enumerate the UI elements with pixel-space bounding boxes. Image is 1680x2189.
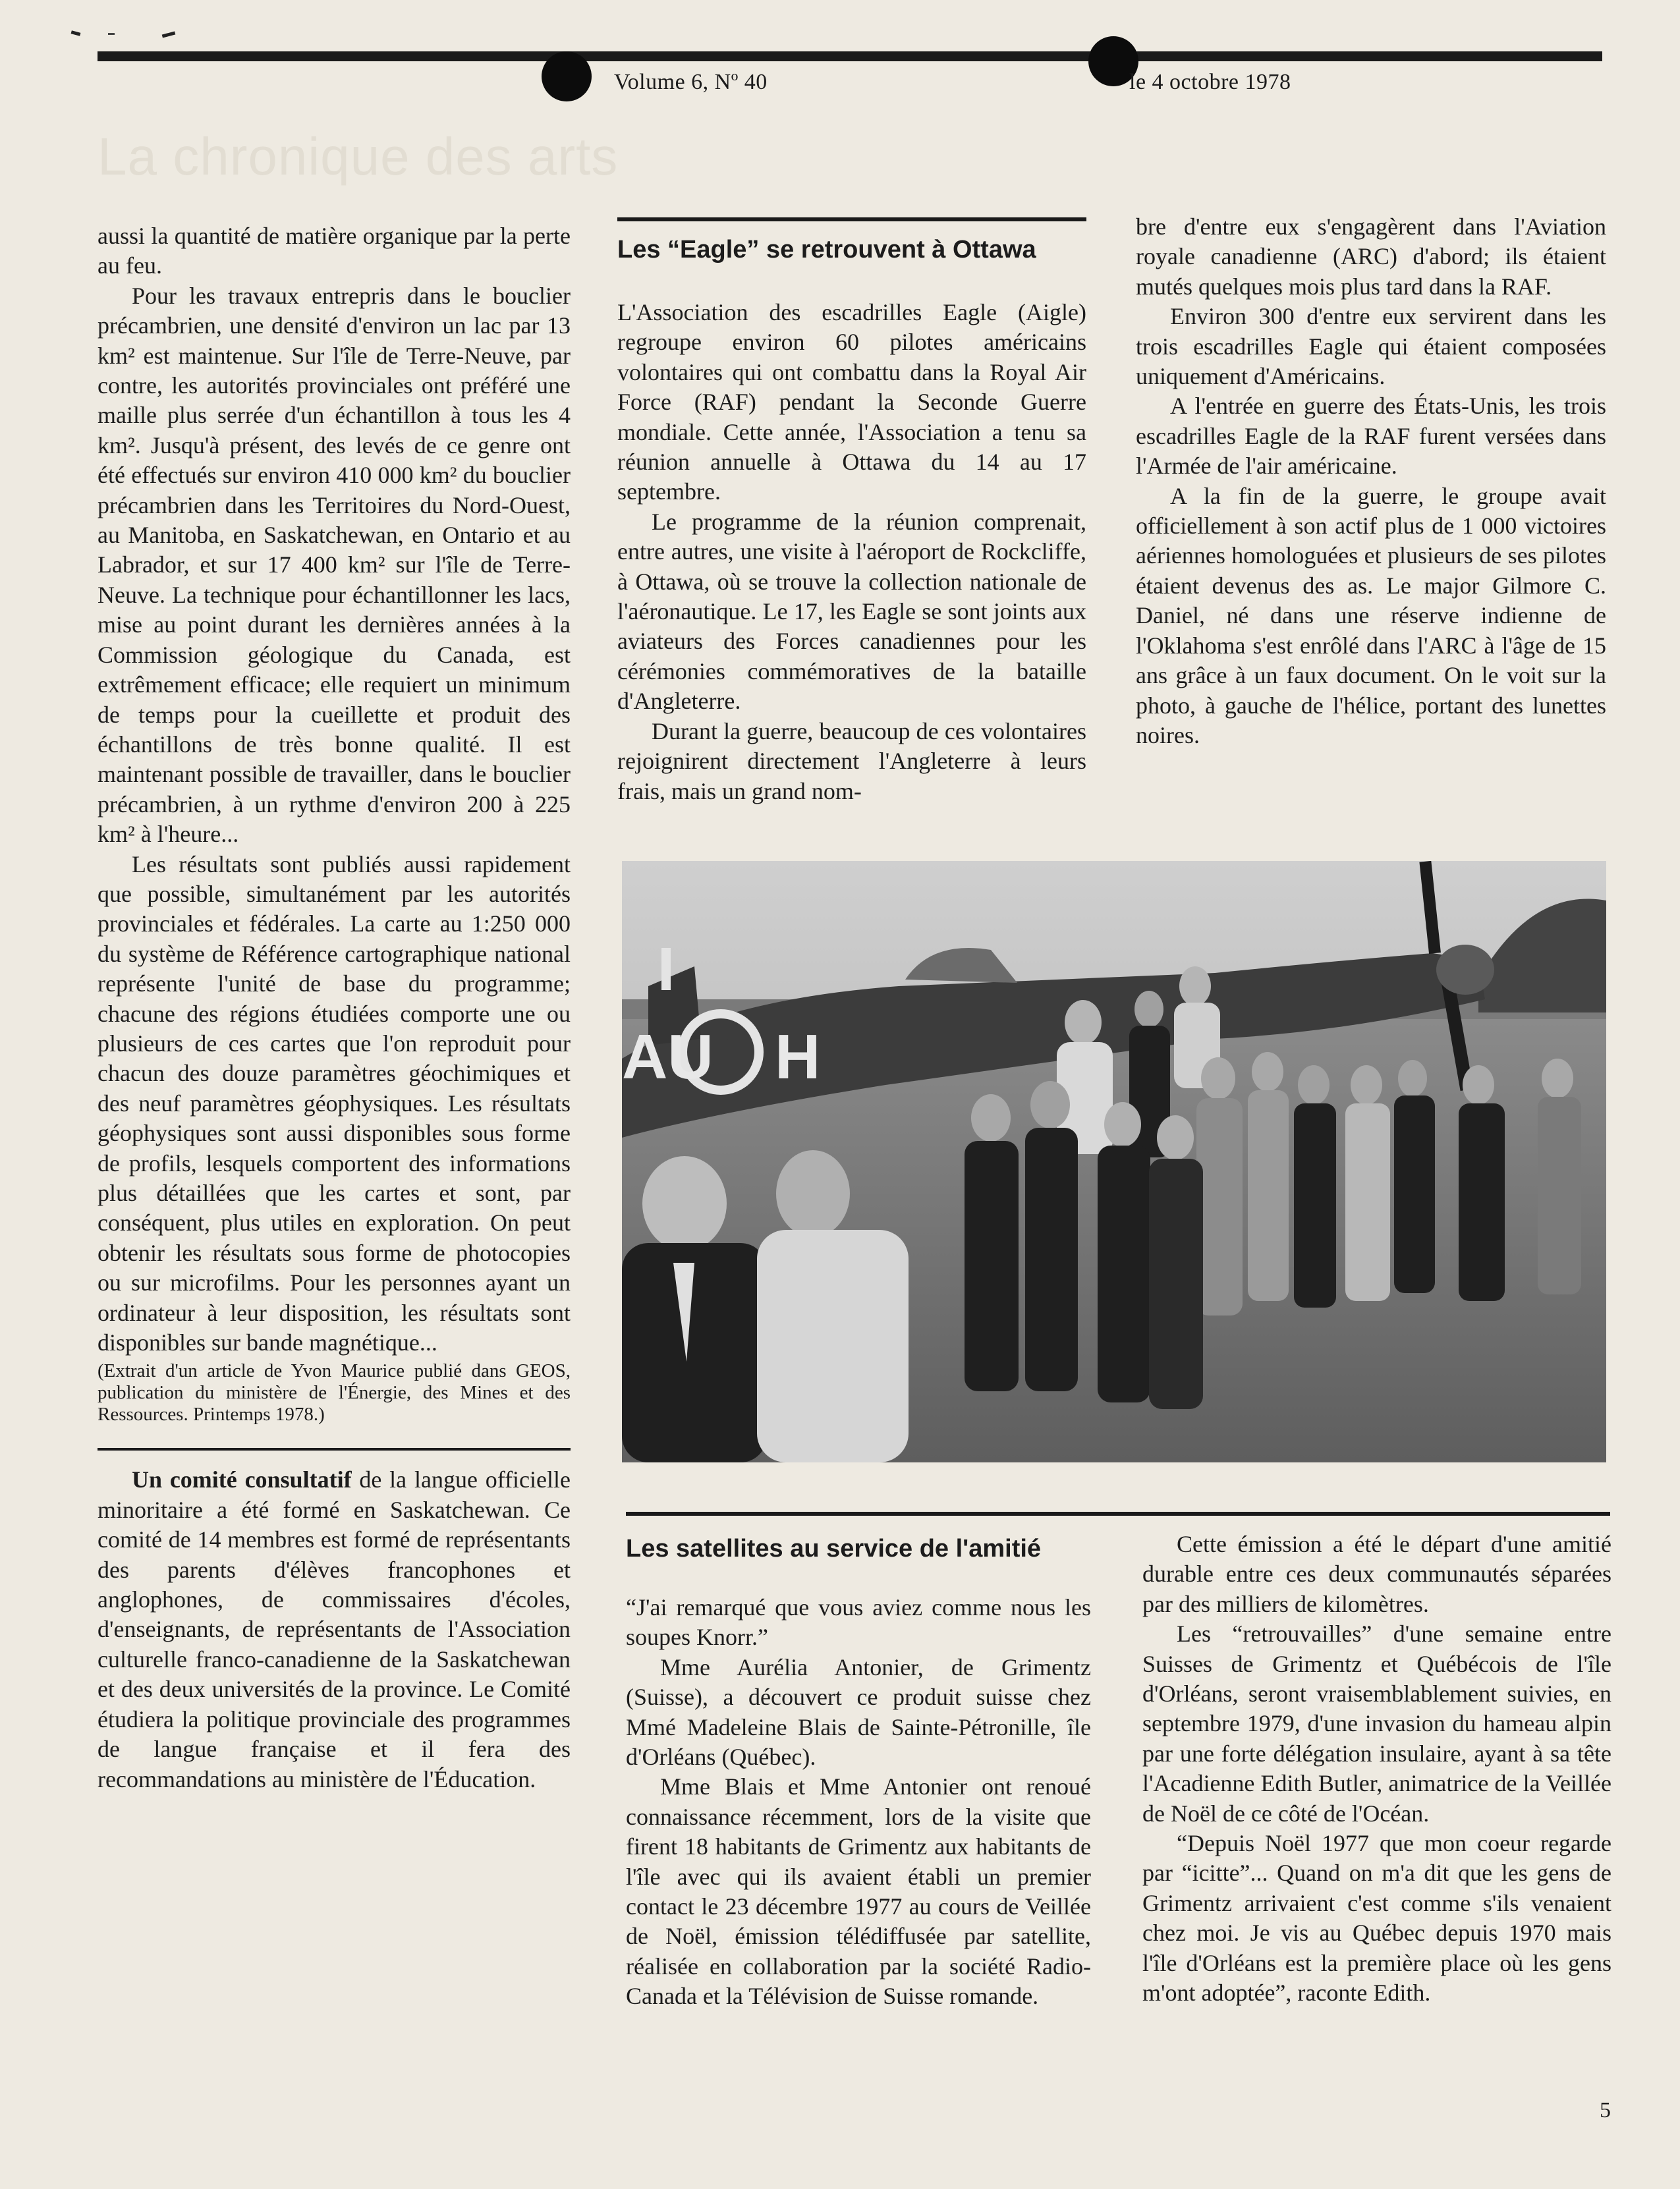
satellite-paragraph: “Depuis Noël 1977 que mon coeur regarde par “icitte”... Quand on m'a dit que les gens de Grimentz arrivaient c'est comme s'ils venaient chez moi. Je vis au Québec depuis 1970 mais l'île d'Orléans est la première place où les gens m'ont adoptée”, raconte Edith. (1142, 1830, 1611, 2007)
satellite-column-2 (1142, 1530, 1611, 2009)
plane-marking-right: H (775, 1022, 821, 1092)
eagle-paragraph: L'Association des escadrilles Eagle (Aigle) regroupe environ 60 pilotes américains volontaires qui ont combattu dans la Royal Air Force (RAF) pendant la Seconde Guerre mondiale. Cette année, l'Association a tenu sa réunion annuelle à Ottawa du 14 au 17 septembre. (617, 299, 1086, 505)
satellite-paragraph: Les “retrouvailles” d'une semaine entre Suisses de Grimentz et Québécois de l'île d'Orléans, seront vraisemblablement suivies, en septembre 1979, d'une invasion du hameau alpin par une forte délégation insulaire, ayant à sa tête l'Acadienne Edith Butler, animatrice de la Veillée de Noël de ce côté de l'Océan. (1142, 1621, 1611, 1827)
issue-date: le 4 octobre 1978 (1129, 70, 1291, 94)
left-paragraph: aussi la quantité de matière organique par la perte au feu. (98, 223, 571, 279)
eagle-paragraph: A la fin de la guerre, le groupe avait officiellement à son actif plus de 1 000 victoires aériennes homologuées et plusieurs de ses pilotes étaient devenus des as. Le major Gilmore C. Daniel, né dans une réserve indienne de l'Oklahoma s'est enrôlé dans l'ARC à l'âge de 15 ans grâce à un faux document. On le voit sur la photo, à gauche de l'hélice, portant des lunettes noires. (1136, 482, 1606, 748)
satellite-paragraph: Mme Blais et Mme Antonier ont renoué connaissance récemment, lors de la visite que firent 18 habitants de Grimentz aux habitants de l'île avec qui ils avaient établi un premier contact le 23 décembre 1977 au cours de Veillée de Noël, émission télédiffusée par satellite, réalisée en collaboration par la société Radio-Canada et la Télévision de Suisse romande. (626, 1773, 1091, 2010)
photo-illustration (622, 861, 1606, 1462)
committee-text: de la langue officielle minoritaire a été formé en Saskatchewan. Ce comité de 14 membres est formé de représentants des parents d'élèves francophones et anglophones, de commissaires d'écoles, d'enseignants, de représentants de l'Association culturelle franco-canadienne de la Saskatchewan et des deux universités de la province. Le Comité étudiera la politique provinciale des programmes de langue française et il fera des recommandations au ministère de l'Éducation. (98, 1466, 571, 1792)
eagle-paragraph: Environ 300 d'entre eux servirent dans les trois escadrilles Eagle qui étaient composées uniquement d'Américains. (1136, 303, 1606, 390)
committee-lead: Un comité consultatif (132, 1466, 352, 1493)
satellite-column-1 (626, 1593, 1091, 2012)
header-rule (98, 51, 1602, 61)
eagle-paragraph: A l'entrée en guerre des États-Unis, les trois escadrilles Eagle de la RAF furent versées dans l'Armée de l'air américaine. (1136, 393, 1606, 480)
source-note: (Extrait d'un article de Yvon Maurice publié dans GEOS, publication du ministère de l'Énergie, des Mines et des Ressources. Printemps 1978.) (98, 1360, 571, 1426)
header-dash-marks (71, 32, 183, 38)
ghost-section-title: La chronique des arts (98, 127, 619, 186)
satellite-paragraph: “J'ai remarqué que vous aviez comme nous les soupes Knorr.” (626, 1594, 1091, 1651)
left-column (98, 221, 571, 1794)
plane-marking-left: AU (622, 1022, 714, 1092)
eagle-article-title: Les “Eagle” se retrouvent à Ottawa (617, 236, 1036, 263)
satellite-paragraph: Mme Aurélia Antonier, de Grimentz (Suisse), a découvert ce produit suisse chez Mmé Madeleine Blais de Sainte-Pétronille, île d'Orléans (Québec). (626, 1653, 1091, 1771)
eagle-paragraph: bre d'entre eux s'engagèrent dans l'Aviation royale canadienne (ARC) d'abord; ils étaient mutés quelques mois plus tard dans la RAF. (1136, 213, 1606, 300)
left-paragraph: Pour les travaux entrepris dans le bouclier précambrien, une densité d'environ un lac par 13 km² est maintenue. Sur l'île de Terre-Neuve, par contre, les autorités provinciales ont préféré une maille plus serrée d'un échantillon à tous les 4 km². Jusqu'à présent, des levés de ce genre ont été effectués sur environ 410 000 km² du bouclier précambrien dans les Territoires du Nord-Ouest, au Manitoba, en Saskatchewan, en Ontario et au Labrador, et sur 17 400 km² sur l'île de Terre-Neuve. La technique pour échantillonner les lacs, mise au point durant les dernières années à la Commission géologique du Canada, est extrêmement efficace; elle requiert un minimum de temps pour la cueillette et produit des échantillons de très bonne qualité. Il est maintenant possible de travailler, dans le bouclier précambrien, à un rythme d'environ 200 à 225 km² à l'heure... (98, 282, 571, 848)
page-number: 5 (1600, 2098, 1611, 2122)
volume-number: Volume 6, Nº 40 (614, 70, 768, 94)
eagle-group-photo (622, 861, 1606, 1462)
eagle-paragraph: Durant la guerre, beaucoup de ces volontaires rejoignirent directement l'Angleterre à leurs frais, mais un grand nom- (617, 717, 1086, 804)
eagle-paragraph: Le programme de la réunion comprenait, entre autres, une visite à l'aéroport de Rockcliffe, à Ottawa, où se trouve la collection nationale de l'aéronautique. Le 17, les Eagle se sont joints aux aviateurs des Forces canadiennes pour les cérémonies commémoratives de la bataille d'Angleterre. (617, 508, 1086, 715)
eagle-column-1 (617, 298, 1086, 806)
binder-hole-left (542, 51, 592, 101)
left-paragraph: Les résultats sont publiés aussi rapidement que possible, simultanément par les autorités provinciales et fédérales. La carte au 1:250 000 du système de Référence cartographique national représente l'unité de base du programme; chacune des régions étudiées comporte une ou plusieurs de ces cartes que l'on reproduit pour chacun des douze paramètres géochimiques et des neuf paramètres géophysiques. Les résultats géophysiques sont aussi disponibles sous forme de profils, lesquels comportent des informations plus détaillées que les cartes et sont, par conséquent, plus utiles en exploration. On peut obtenir les résultats sous forme de photocopies ou sur microfilms. Pour les personnes ayant un ordinateur à leur disposition, les résultats sont disponibles sur bande magnétique... (98, 850, 571, 1356)
eagle-title-rule (617, 217, 1086, 221)
eagle-column-2 (1136, 212, 1606, 750)
satellite-title-rule (626, 1512, 1610, 1516)
committee-paragraph (98, 1465, 571, 1794)
committee-divider (98, 1448, 571, 1451)
satellite-paragraph: Cette émission a été le départ d'une amitié durable entre ces deux communautés séparées par des milliers de kilomètres. (1142, 1531, 1611, 1617)
satellite-article-title: Les satellites au service de l'amitié (626, 1535, 1042, 1563)
